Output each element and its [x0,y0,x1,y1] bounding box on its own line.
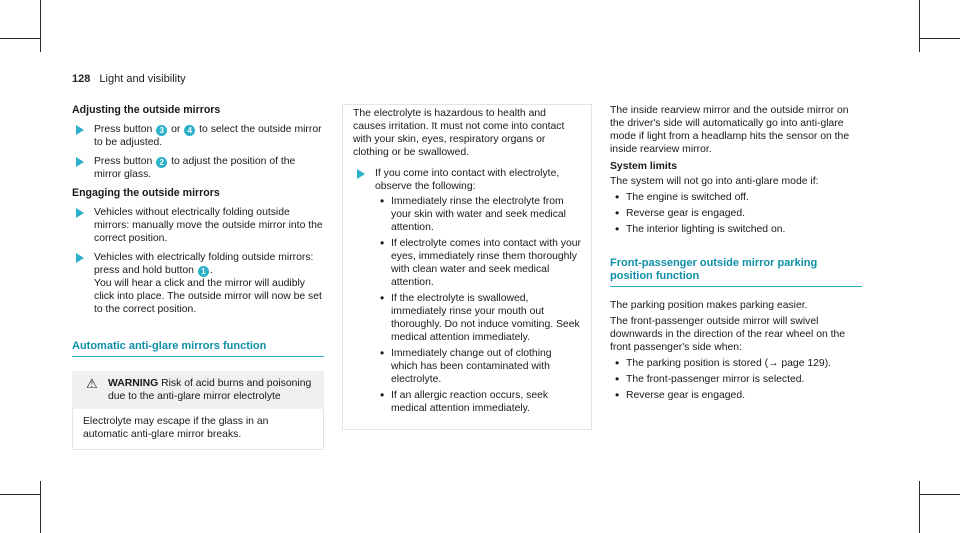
button-3-badge: 3 [156,125,167,136]
section-title-parking: Front-passenger outside mirror parking position function [610,257,862,287]
warning-triangle-icon: ⚠ [86,376,98,391]
hazard-intro: The electrolyte is hazardous to health and causes irritation. It must not come into contact with your skin, eyes, respiratory organs or clothing or be swallowed. [353,108,565,158]
section-name: Light and visibility [99,73,186,85]
page-number: 128 [72,73,91,85]
step-manual-fold: Vehicles without electrically folding outside mirrors: manually move the outside mirror into the correct position. [72,206,324,245]
step-adjust-glass: Press button 2 to adjust the position of the mirror glass. [72,155,324,181]
warning-header [72,371,324,409]
antiglare-intro: The inside rearview mirror and the outside mirror on the driver's side will automatically go into anti-glare mode if light from a headlamp hits the sensor on the inside rearview mirror. [610,105,850,155]
crop-mark [919,481,920,533]
parking-p2: The front-passenger outside mirror will swivel downwards in the direction of the rear wheel on the front passenger's side when: [610,316,846,353]
list-item: • If the electrolyte is swallowed, immediately rinse your mouth out thoroughly. Do not induce vomiting. Seek medical attention immediately. [375,292,581,344]
column-middle [342,104,592,430]
step-arrow-icon [76,253,84,263]
list-item: • Immediately rinse the electrolyte from your skin with water and seek medical attention. [375,195,581,234]
step-arrow-icon [76,208,84,218]
column-right [610,104,862,405]
step-contact: If you come into contact with electrolyte, observe the following: • Immediately rinse the electrolyte from your skin with water and seek medical attention. • If electrolyte comes into contact with your eyes, immediately rinse them thoroughly with clean water and seek medical attention. • If the electrolyte is swallowed, immediately rinse your mouth out thoroughly. Do not induce vomiting. Seek medical attention immediately. • Immediately change out of clothing which has been contaminated with electrolyte. • If an allergic reaction occurs, seek medical attention immediately. [353,167,581,415]
warning-label: WARNING [108,378,159,389]
system-limits-title: System limits [610,161,677,172]
step-arrow-icon [357,169,365,179]
list-item: • Reverse gear is engaged. [610,389,862,402]
list-item: • The interior lighting is switched on. [610,223,862,236]
crop-mark [0,494,40,495]
crop-mark [920,38,960,39]
list-item: • Reverse gear is engaged. [610,207,862,220]
step-arrow-icon [76,157,84,167]
crop-mark [919,0,920,52]
system-limits-intro: The system will not go into anti-glare mode if: [610,176,819,187]
step-select-mirror: Press button 3 or 4 to select the outside mirror to be adjusted. [72,123,324,149]
crop-mark [40,0,41,52]
warning-body: Electrolyte may escape if the glass in an automatic anti-glare mirror breaks. [72,409,324,450]
crop-mark [40,481,41,533]
step-electric-fold: Vehicles with electrically folding outside mirrors: press and hold button 1 . You will hear a click and the mirror will audibly click into place. The outside mirror will now be set to the correct position. [72,251,324,316]
step-arrow-icon [76,125,84,135]
list-item: • The front-passenger mirror is selected. [610,373,862,386]
heading-engaging: Engaging the outside mirrors [72,187,220,199]
heading-adjusting: Adjusting the outside mirrors [72,104,221,116]
page-ref-arrow-icon: → [768,358,779,369]
warning-title: Risk of acid burns and poisoning due to the anti-glare mirror electrolyte [108,378,312,402]
button-4-badge: 4 [184,125,195,136]
crop-mark [0,38,40,39]
warning-continuation [342,104,592,430]
column-left [72,104,324,450]
crop-mark [920,494,960,495]
page-ref-link[interactable]: page 129). [778,358,832,369]
button-2-badge: 2 [156,157,167,168]
list-item: • Immediately change out of clothing which has been contaminated with electrolyte. [375,347,581,386]
parking-p1: The parking position makes parking easier. [610,300,808,311]
list-item: • If electrolyte comes into contact with your eyes, immediately rinse them thoroughly with clean water and seek medical attention. [375,237,581,289]
list-item: • The parking position is stored (→ page 129). [610,357,862,370]
page-header [72,73,186,85]
list-item: • The engine is switched off. [610,191,862,204]
section-title-antiglare: Automatic anti-glare mirrors function [72,340,324,357]
button-1-badge: 1 [198,266,209,277]
list-item: • If an allergic reaction occurs, seek medical attention immediately. [375,389,581,415]
